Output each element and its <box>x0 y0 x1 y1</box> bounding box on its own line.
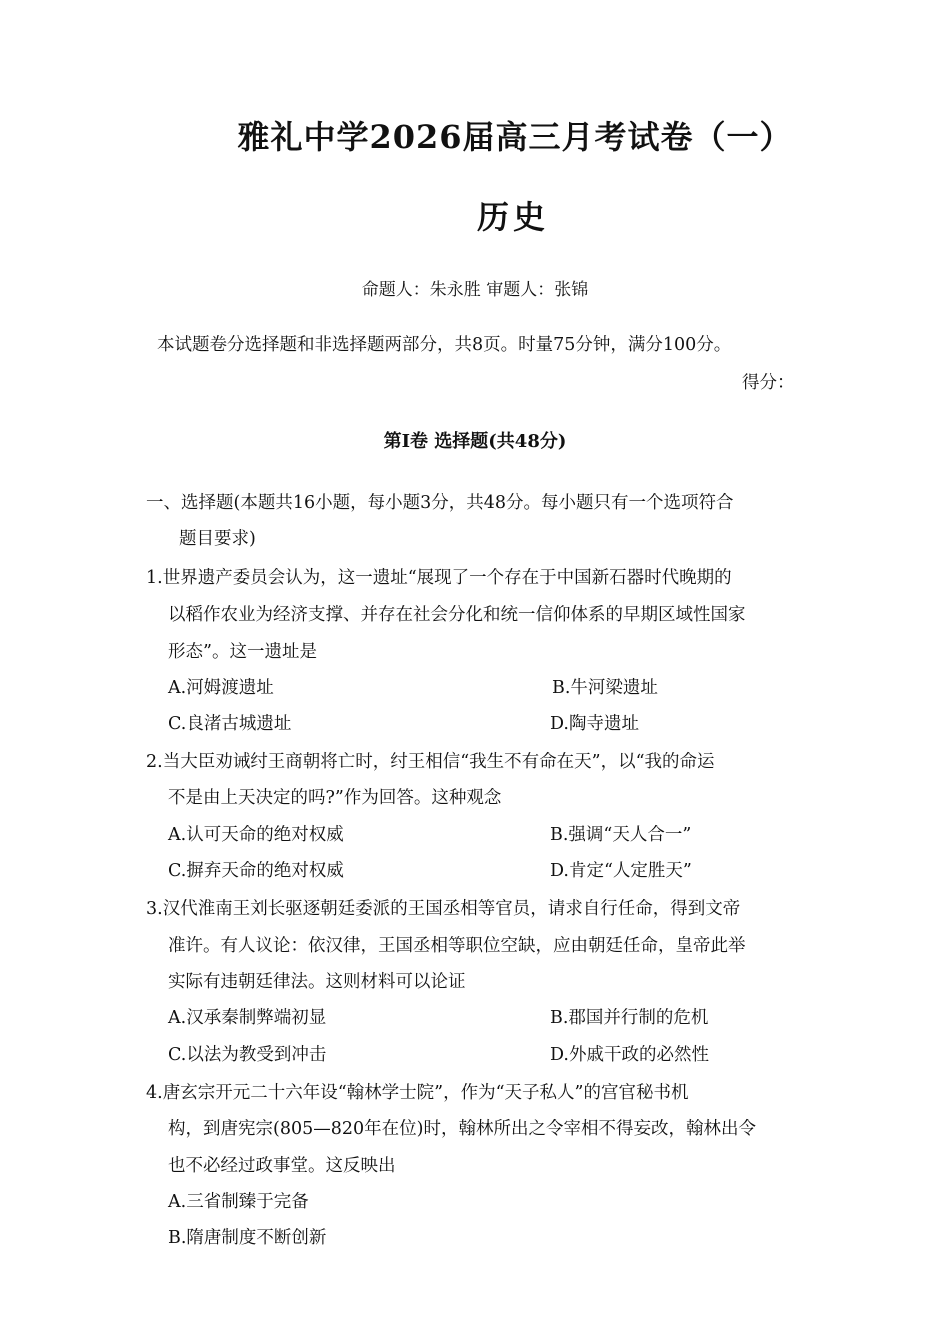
option-a: A.认可天命的绝对权威 <box>168 825 344 845</box>
instructions-line: 题目要求) <box>179 529 256 549</box>
option-d: D.肯定“人定胜天” <box>550 861 692 881</box>
question-text-line: 实际有违朝廷律法。这则材料可以论证 <box>168 972 466 992</box>
subject-title: 历史 <box>476 198 549 236</box>
exam-title: 雅礼中学2026届高三月考试卷（一） <box>237 118 793 156</box>
section-title: 第Ⅰ卷 选择题(共48分) <box>383 431 567 452</box>
option-c: C.以法为教受到冲击 <box>168 1045 327 1065</box>
question-text-line: 构，到唐宪宗(805—820年在位)时，翰林所出之令宰相不得妄改，翰林出令 <box>168 1119 756 1139</box>
question-text-line: 4.唐玄宗开元二十六年设“翰林学士院”，作为“天子私人”的宫官秘书机 <box>146 1083 689 1103</box>
option-d: D.陶寺遗址 <box>550 714 639 734</box>
option-b: B.强调“天人合一” <box>550 825 692 845</box>
option-a: A.河姆渡遗址 <box>168 678 274 698</box>
option-c: C.摒弃天命的绝对权威 <box>168 861 344 881</box>
option-a: A.汉承秦制弊端初显 <box>168 1008 327 1028</box>
question-text-line: 形态”。这一遗址是 <box>168 642 317 662</box>
score-label: 得分： <box>742 373 795 393</box>
exam-intro: 本试题卷分选择题和非选择题两部分，共8页。时量75分钟，满分100分。 <box>157 335 732 355</box>
question-text-line: 3.汉代淮南王刘长驱逐朝廷委派的王国丞相等官员，请求自行任命，得到文帝 <box>146 899 741 919</box>
question-text-line: 不是由上天决定的吗?”作为回答。这种观念 <box>168 788 502 808</box>
question-text-line: 2.当大臣劝诫纣王商朝将亡时，纣王相信“我生不有命在天”，以“我的命运 <box>146 752 715 772</box>
option-a: A.三省制臻于完备 <box>168 1192 309 1212</box>
option-c: C.良渚古城遗址 <box>168 714 292 734</box>
option-d: D.外戚干政的必然性 <box>550 1045 709 1065</box>
option-b: B.牛河梁遗址 <box>552 678 658 698</box>
question-text-line: 以稻作农业为经济支撑、并存在社会分化和统一信仰体系的早期区域性国家 <box>168 605 746 625</box>
option-b: B.郡国并行制的危机 <box>550 1008 709 1028</box>
authors-line: 命题人：朱永胜 审题人：张锦 <box>361 280 589 300</box>
question-text-line: 也不必经过政事堂。这反映出 <box>168 1156 396 1176</box>
option-b: B.隋唐制度不断创新 <box>168 1228 327 1248</box>
question-text-line: 1.世界遗产委员会认为，这一遗址“展现了一个存在于中国新石器时代晚期的 <box>146 568 732 588</box>
question-text-line: 准许。有人议论：依汉律，王国丞相等职位空缺，应由朝廷任命，皇帝此举 <box>168 936 746 956</box>
instructions-line: 一、选择题(本题共16小题，每小题3分，共48分。每小题只有一个选项符合 <box>146 493 734 513</box>
